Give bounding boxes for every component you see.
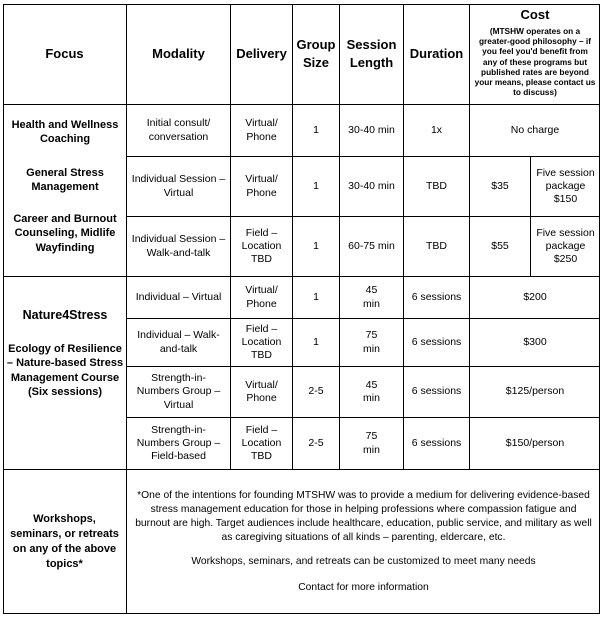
row2-duration: TBD	[404, 157, 470, 217]
workshops-custom: Workshops, seminars, and retreats can be customized to meet many needs	[191, 555, 536, 567]
row7-duration: 6 sessions	[404, 418, 470, 470]
row1-cost: No charge	[470, 105, 600, 157]
row2-package: Five session package $150	[531, 157, 600, 217]
row2-group: 1	[293, 157, 340, 217]
row5-length: 75 min	[340, 319, 404, 367]
row7-group: 2-5	[293, 418, 340, 470]
row4-delivery: Virtual/ Phone	[231, 277, 293, 319]
row4-duration: 6 sessions	[404, 277, 470, 319]
row6-length: 45 min	[340, 367, 404, 418]
header-delivery: Delivery	[231, 4, 293, 105]
header-focus: Focus	[3, 4, 127, 105]
row4-group: 1	[293, 277, 340, 319]
row3-duration: TBD	[404, 217, 470, 277]
header-duration: Duration	[404, 4, 470, 105]
focus-ecology: Ecology of Resilience – Nature-based Stress Management Course (Six sessions)	[6, 343, 124, 398]
row4-length: 45 min	[340, 277, 404, 319]
row4-cost: $200	[470, 277, 600, 319]
row2-length: 30-40 min	[340, 157, 404, 217]
row3-modality: Individual Session – Walk-and-talk	[127, 217, 231, 277]
row1-duration: 1x	[404, 105, 470, 157]
row5-duration: 6 sessions	[404, 319, 470, 367]
focus-health: Health and Wellness Coaching	[11, 119, 119, 146]
focus-workshops: Workshops, seminars, or retreats on any of the above topics*	[3, 470, 127, 614]
row7-cost: $150/person	[470, 418, 600, 470]
focus-career: Career and Burnout Counseling, Midlife Wayfinding	[13, 213, 117, 254]
header-cost: Cost	[520, 7, 550, 22]
workshops-content	[127, 470, 600, 614]
header-session-length: Session Length	[340, 4, 404, 105]
row6-modality: Strength-in-Numbers Group – Virtual	[127, 367, 231, 418]
workshops-intro: *One of the intentions for founding MTSHW was to provide a medium for delivering evidence-based stress management education for those in helping professions where compassion fatigue and burnout are high. Target audiences include healthcare, education, public service, and military as well as caregiving situations of all kinds – parenting, eldercare, etc.	[135, 489, 592, 544]
row6-delivery: Virtual/ Phone	[231, 367, 293, 418]
row6-duration: 6 sessions	[404, 367, 470, 418]
header-group-size: Group Size	[293, 4, 340, 105]
row3-delivery: Field – Location TBD	[231, 217, 293, 277]
row2-delivery: Virtual/ Phone	[231, 157, 293, 217]
row1-modality: Initial consult/ conversation	[127, 105, 231, 157]
row3-package: Five session package $250	[531, 217, 600, 277]
cost-note: (MTSHW operates on a greater-good philosophy – if you feel you'd benefit from any of these programs but published rates are beyond your means, please contact us to discuss)	[474, 26, 596, 97]
row4-modality: Individual – Virtual	[127, 277, 231, 319]
workshops-contact: Contact for more information	[298, 582, 429, 594]
row5-modality: Individual – Walk-and-talk	[127, 319, 231, 367]
row2-modality: Individual Session – Virtual	[127, 157, 231, 217]
pricing-table	[3, 4, 600, 614]
row6-group: 2-5	[293, 367, 340, 418]
row7-delivery: Field – Location TBD	[231, 418, 293, 470]
row5-cost: $300	[470, 319, 600, 367]
row5-delivery: Field – Location TBD	[231, 319, 293, 367]
row6-cost: $125/person	[470, 367, 600, 418]
row3-length: 60-75 min	[340, 217, 404, 277]
row7-length: 75 min	[340, 418, 404, 470]
focus-stress: General Stress Management	[26, 167, 104, 194]
row7-modality: Strength-in-Numbers Group – Field-based	[127, 418, 231, 470]
row3-group: 1	[293, 217, 340, 277]
row3-cost: $55	[470, 217, 531, 277]
row2-cost: $35	[470, 157, 531, 217]
row1-group: 1	[293, 105, 340, 157]
row1-delivery: Virtual/ Phone	[231, 105, 293, 157]
row5-group: 1	[293, 319, 340, 367]
header-cost-cell	[470, 4, 600, 105]
row1-length: 30-40 min	[340, 105, 404, 157]
focus-nature: Nature4Stress	[22, 308, 108, 322]
header-modality: Modality	[127, 4, 231, 105]
